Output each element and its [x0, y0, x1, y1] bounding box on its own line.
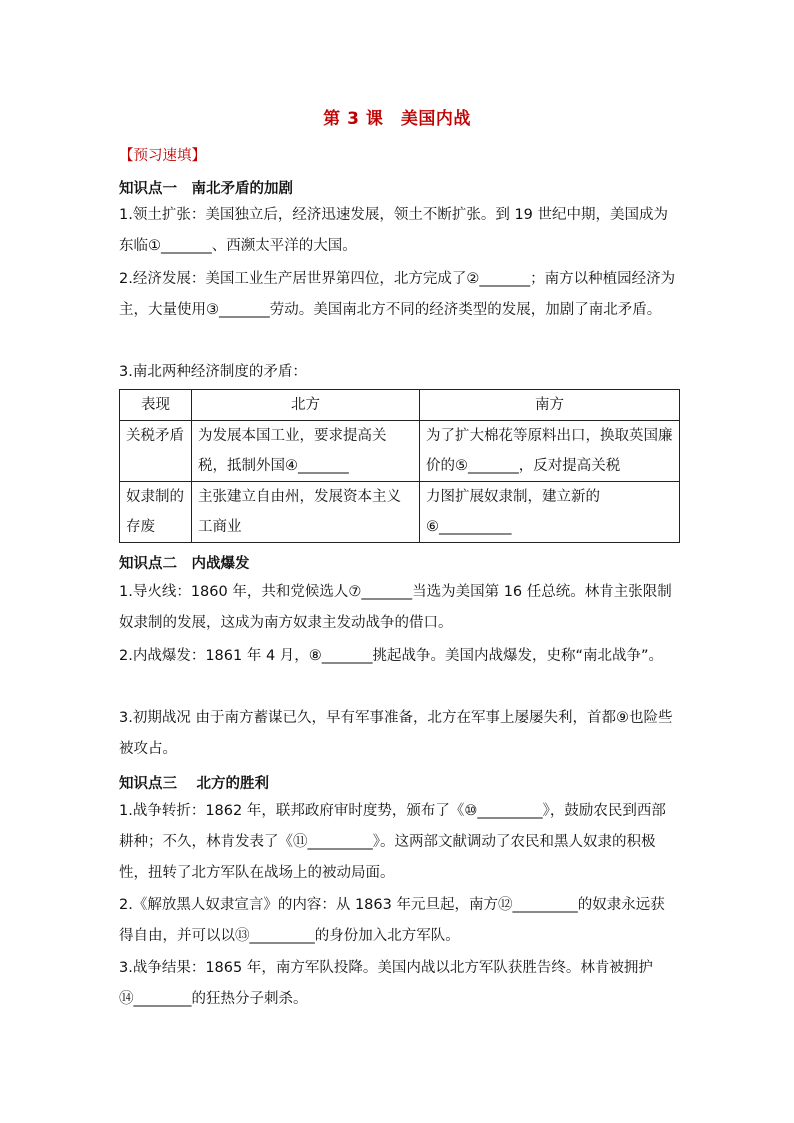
section-1-paragraph-1: 1.领土扩张：美国独立后，经济迅速发展，领土不断扩张。到 19 世纪中期，美国成为东临①_______、西濒太平洋的大国。 — [119, 207, 669, 254]
section-1-heading: 知识点一 南北矛盾的加剧 — [119, 181, 293, 197]
section-tag: 【预习速填】 — [119, 148, 206, 164]
section-3-paragraph-1: 1.战争转折：1862 年，联邦政府审时度势，颁布了《⑩_________》，鼓励农民到西部耕种；不久，林肯发表了《⑪_________》。这两部文献调动了农民和黑人奴隶的积极性，扭转了北方军队在战场上的被动局面。 — [119, 803, 666, 881]
page-title: 第 3 课 美国内战 — [323, 109, 471, 129]
comparison-table — [119, 389, 680, 543]
section-1-paragraph-3: 3.南北两种经济制度的矛盾： — [119, 364, 307, 380]
section-2-paragraph-1: 1.导火线：1860 年，共和党候选人⑦_______当选为美国第 16 任总统。林肯主张限制奴隶制的发展，这成为南方奴隶主发动战争的借口。 — [119, 584, 672, 631]
table-cell: 关税矛盾 — [120, 421, 192, 482]
table-cell: 主张建立自由州，发展资本主义工商业 — [192, 482, 420, 543]
table-cell: 奴隶制的存废 — [120, 482, 192, 543]
table-header-cell: 北方 — [192, 390, 420, 421]
table-cell: 为发展本国工业，要求提高关税，抵制外国④_______ — [192, 421, 420, 482]
section-2-paragraph-2: 2.内战爆发：1861 年 4 月，⑧_______挑起战争。美国内战爆发，史称“南北战争”。 — [119, 648, 664, 664]
table-row — [120, 421, 680, 482]
section-3-heading: 知识点三 北方的胜利 — [119, 776, 270, 792]
table-header-cell: 南方 — [420, 390, 680, 421]
table-cell: 力图扩展奴隶制，建立新的⑥__________ — [420, 482, 680, 543]
section-2-paragraph-3: 3.初期战况 由于南方蓄谋已久，早有军事准备，北方在军事上屡屡失利，首都⑨也险些被攻占。 — [119, 710, 673, 757]
table-cell: 为了扩大棉花等原料出口，换取英国廉价的⑤_______，反对提高关税 — [420, 421, 680, 482]
section-3-paragraph-3: 3.战争结果：1865 年，南方军队投降。美国内战以北方军队获胜告终。林肯被拥护⑭________的狂热分子刺杀。 — [119, 960, 653, 1007]
section-1-paragraph-2: 2.经济发展：美国工业生产居世界第四位，北方完成了②_______；南方以种植园经济为主，大量使用③_______劳动。美国南北方不同的经济类型的发展，加剧了南北矛盾。 — [119, 271, 676, 318]
table-header-cell: 表现 — [120, 390, 192, 421]
table-row — [120, 482, 680, 543]
section-2-heading: 知识点二 内战爆发 — [119, 556, 250, 572]
section-3-paragraph-2: 2.《解放黑人奴隶宣言》的内容：从 1863 年元旦起，南方⑫_________的奴隶永远获得自由，并可以以⑬_________的身份加入北方军队。 — [119, 897, 665, 944]
table-header-row — [120, 390, 680, 421]
